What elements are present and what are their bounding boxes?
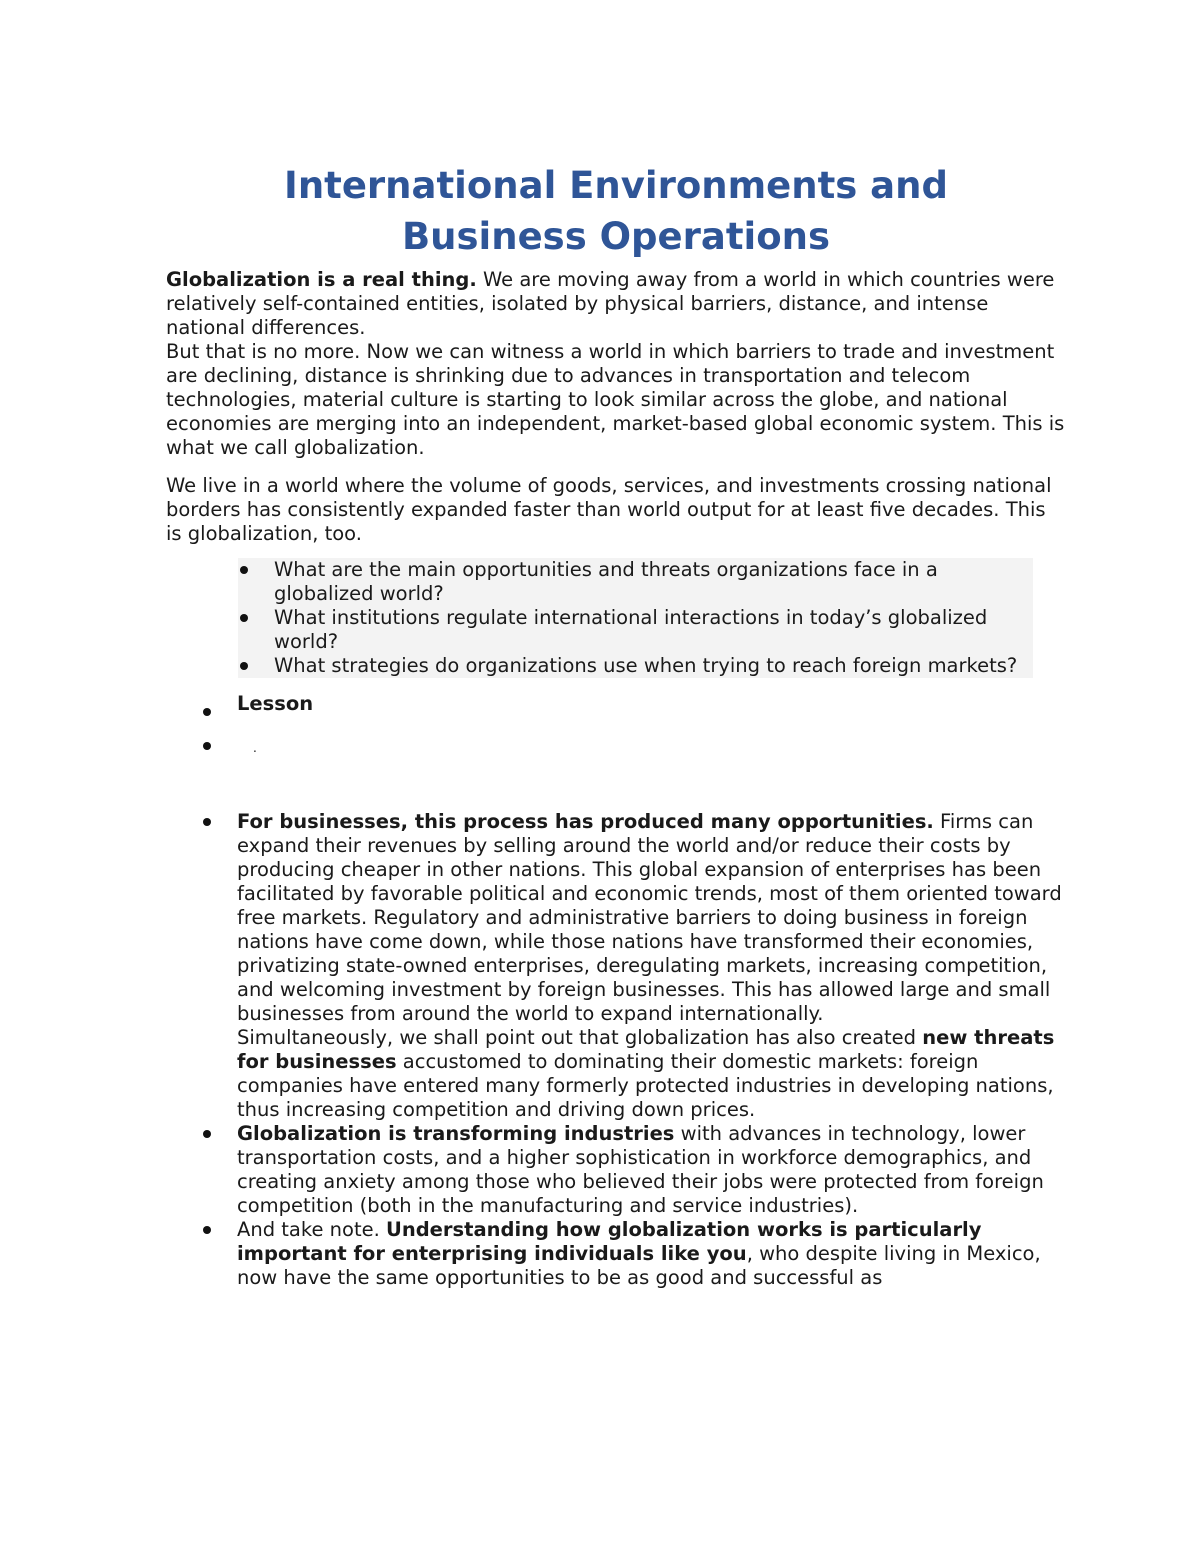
lesson-heading: Lesson xyxy=(166,692,1066,716)
bullet-1-text: Firms can expand their revenues by selling around the world and/or reduce their costs by producing cheaper in other nations. This global expansion of enterprises has been facilitated by favorable political and economic trends, most of them oriented toward free markets. Regulatory and administrative barriers to doing business in foreign nations have come down, while those nations have transformed their economies, privatizing state-owned enterprises, deregulating markets, increasing competition, and welcoming investment by foreign businesses. This has allowed large and small businesses from around the world to expand internationally. xyxy=(237,810,1062,1025)
bullet-transforming xyxy=(166,1122,1066,1218)
intro-paragraph xyxy=(166,268,1066,460)
question-item: What strategies do organizations use when trying to reach foreign markets? xyxy=(238,654,1033,678)
document-title: International Environments and Business Operations xyxy=(284,164,948,258)
empty-bullet-text: . xyxy=(253,741,257,755)
intro-bold: Globalization is a real thing. xyxy=(166,268,477,291)
document-page xyxy=(166,160,1066,1290)
bullet-1-cont-post: accustomed to dominating their domestic markets: foreign companies have entered many formerly protected industries in developing nations, thus increasing competition and driving down prices. xyxy=(237,1050,1054,1121)
intro-text: We are moving away from a world in which countries were relatively self-contained entities, isolated by physical barriers, distance, and intense national differences. xyxy=(166,268,1055,339)
bullet-opportunities xyxy=(166,810,1066,1122)
bullet-take-note xyxy=(166,1218,1066,1290)
bullet-1-bold: For businesses, this process has produced many opportunities. xyxy=(237,810,934,833)
bullet-2-text: with advances in technology, lower transportation costs, and a higher sophistication in workforce demographics, and creating anxiety among those who believed their jobs were protected from foreign competition (both in the manufacturing and service industries). xyxy=(237,1122,1044,1217)
main-bullet-list xyxy=(166,692,1066,1290)
bullet-1-cont-bold: new threats for businesses xyxy=(237,1026,1055,1073)
bullet-3-bold: Understanding how globalization works is particularly important for enterprising individuals like you xyxy=(237,1218,982,1265)
intro-continued: But that is no more. Now we can witness a world in which barriers to trade and investment are declining, distance is shrinking due to advances in transportation and telecom technologies, material culture is starting to look similar across the globe, and national economies are merging into an independent, market-based global economic system. This is what we call globalization. xyxy=(166,340,1065,459)
bullet-3-pre: And take note. xyxy=(237,1218,386,1241)
empty-bullet xyxy=(166,730,1066,810)
bullet-3-post: , who despite living in Mexico, now have the same opportunities to be as good and successful as xyxy=(237,1242,1041,1289)
question-item: What are the main opportunities and threats organizations face in a globalized world? xyxy=(238,558,1033,606)
bullet-2-bold: Globalization is transforming industries xyxy=(237,1122,675,1145)
bullet-1-cont-pre: Simultaneously, we shall point out that globalization has also created xyxy=(237,1026,923,1049)
questions-list xyxy=(238,558,1033,678)
paragraph-two: We live in a world where the volume of goods, services, and investments crossing national borders has consistently expanded faster than world output for at least five decades. This is globalization, too. xyxy=(166,474,1052,545)
question-item: What institutions regulate international interactions in today’s globalized world? xyxy=(238,606,1033,654)
